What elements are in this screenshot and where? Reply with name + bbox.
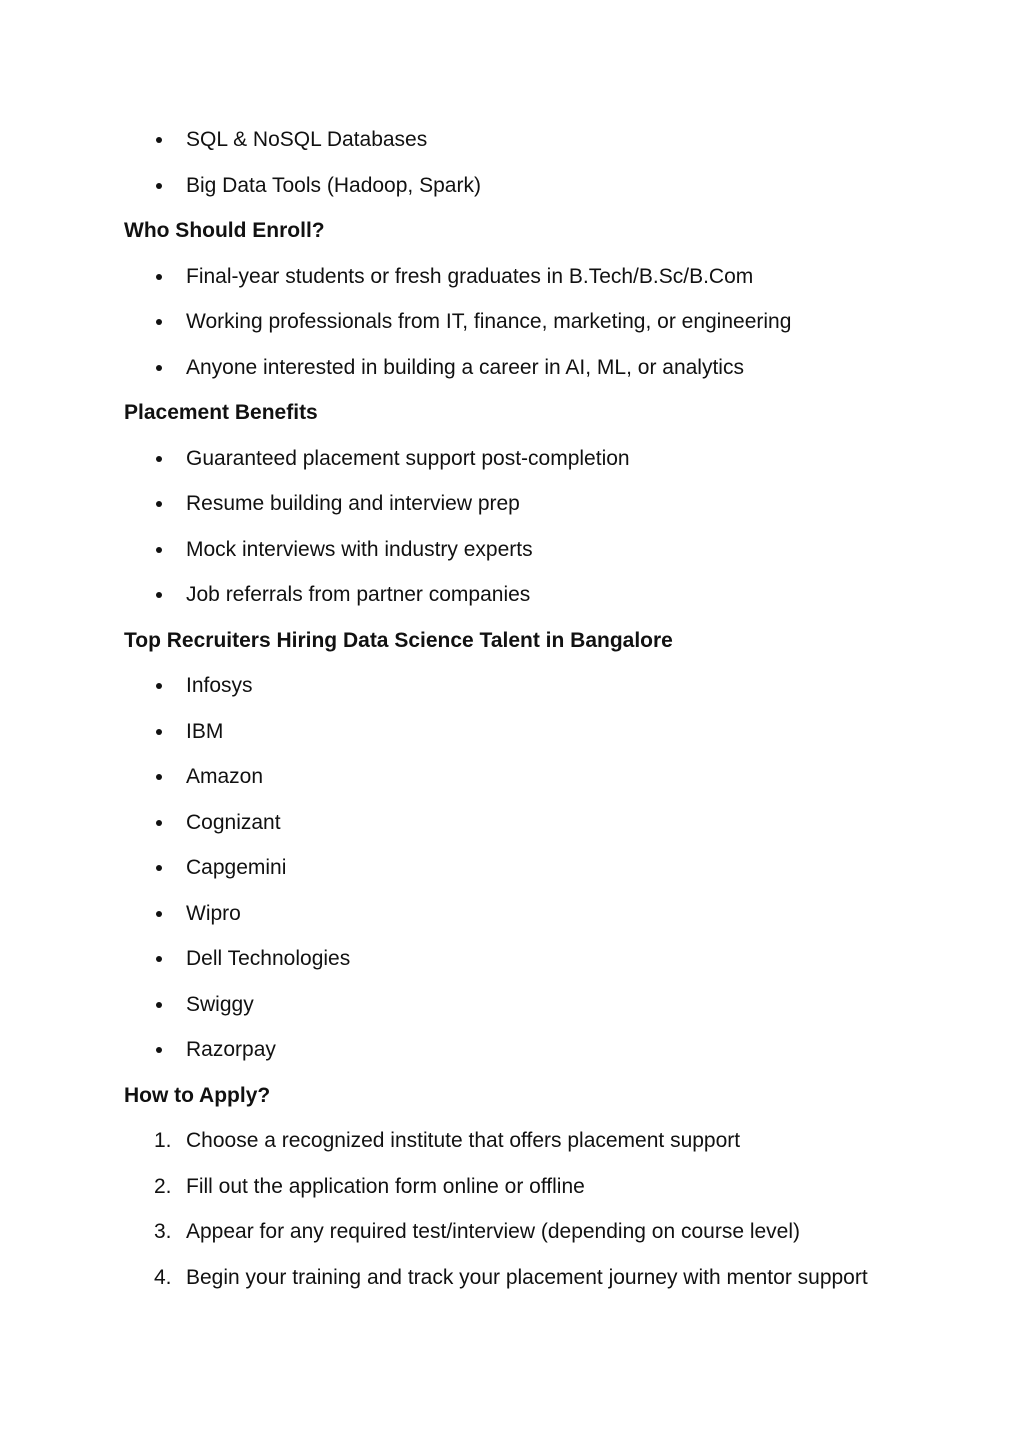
bullet-icon bbox=[156, 683, 162, 689]
list-item: SQL & NoSQL Databases bbox=[124, 124, 884, 170]
who-should-enroll-list bbox=[124, 261, 884, 398]
bullet-icon bbox=[156, 820, 162, 826]
list-item: Capgemini bbox=[124, 852, 884, 898]
list-item: Amazon bbox=[124, 761, 884, 807]
bullet-icon bbox=[156, 501, 162, 507]
bullet-icon bbox=[156, 365, 162, 371]
list-item: Infosys bbox=[124, 670, 884, 716]
bullet-icon bbox=[156, 319, 162, 325]
bullet-icon bbox=[156, 956, 162, 962]
bullet-icon bbox=[156, 456, 162, 462]
list-item: Working professionals from IT, finance, marketing, or engineering bbox=[124, 306, 884, 352]
section-heading-how-to-apply: How to Apply? bbox=[124, 1083, 271, 1107]
list-item: Mock interviews with industry experts bbox=[124, 534, 884, 580]
list-item: Final-year students or fresh graduates in B.Tech/B.Sc/B.Com bbox=[124, 261, 884, 307]
step-item: 2. Fill out the application form online or offline bbox=[124, 1171, 884, 1217]
list-item: Cognizant bbox=[124, 807, 884, 853]
list-item: Big Data Tools (Hadoop, Spark) bbox=[124, 170, 884, 216]
bullet-icon bbox=[156, 729, 162, 735]
list-item: Resume building and interview prep bbox=[124, 488, 884, 534]
bullet-icon bbox=[156, 592, 162, 598]
section-heading-top-recruiters: Top Recruiters Hiring Data Science Talent in Bangalore bbox=[124, 628, 673, 652]
step-number: 1. bbox=[154, 1129, 172, 1152]
top-recruiters-list bbox=[124, 670, 884, 1080]
list-item: Job referrals from partner companies bbox=[124, 579, 884, 625]
bullet-icon bbox=[156, 274, 162, 280]
bullet-icon bbox=[156, 865, 162, 871]
step-number: 2. bbox=[154, 1174, 172, 1198]
list-item: Wipro bbox=[124, 898, 884, 944]
how-to-apply-steps bbox=[124, 1125, 884, 1324]
section-heading-placement-benefits: Placement Benefits bbox=[124, 401, 318, 424]
placement-benefits-list bbox=[124, 443, 884, 625]
bullet-icon bbox=[156, 547, 162, 553]
step-item: 3. Appear for any required test/interview (depending on course level) bbox=[124, 1216, 884, 1262]
section-heading-who-should-enroll: Who Should Enroll? bbox=[124, 219, 325, 242]
step-item: 4. Begin your training and track your placement journey with mentor support bbox=[124, 1262, 884, 1324]
bullet-icon bbox=[156, 1047, 162, 1053]
list-item: Anyone interested in building a career in AI, ML, or analytics bbox=[124, 352, 884, 398]
list-item: Dell Technologies bbox=[124, 943, 884, 989]
step-number: 3. bbox=[154, 1220, 172, 1243]
list-item: Guaranteed placement support post-completion bbox=[124, 443, 884, 489]
bullet-icon bbox=[156, 137, 162, 143]
step-item: 1. Choose a recognized institute that offers placement support bbox=[124, 1125, 884, 1171]
list-item: Razorpay bbox=[124, 1034, 884, 1080]
document-content bbox=[124, 124, 884, 1324]
step-number: 4. bbox=[154, 1265, 172, 1289]
bullet-icon bbox=[156, 1002, 162, 1008]
bullet-icon bbox=[156, 183, 162, 189]
list-item: IBM bbox=[124, 716, 884, 762]
bullet-icon bbox=[156, 911, 162, 917]
skills-list bbox=[124, 124, 884, 215]
bullet-icon bbox=[156, 774, 162, 780]
list-item: Swiggy bbox=[124, 989, 884, 1035]
